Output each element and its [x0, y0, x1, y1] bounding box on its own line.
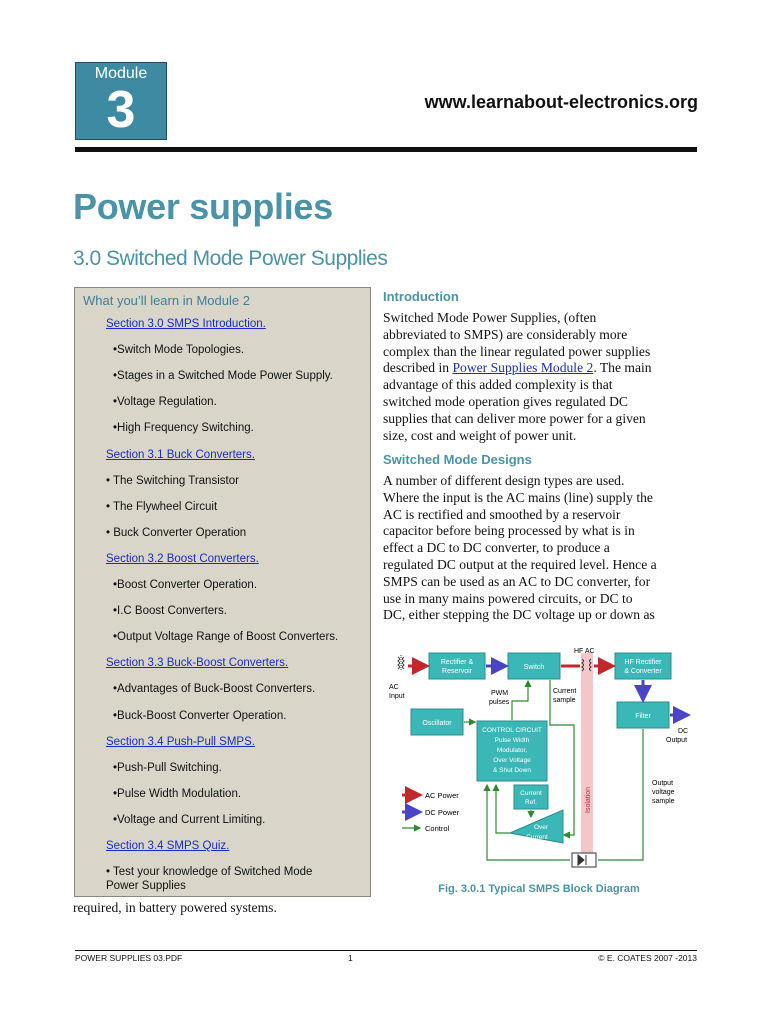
sidebar-topic-item: •Output Voltage Range of Boost Converters. — [113, 631, 339, 644]
footer-copyright: © E. COATES 2007 -2013 — [598, 953, 697, 963]
over-current-label: Over — [533, 824, 549, 831]
sidebar-topic-item: •Buck-Boost Converter Operation. — [113, 709, 287, 722]
text-line: DC, either stepping the DC voltage up or down as — [383, 607, 655, 623]
figure-caption: Fig. 3.0.1 Typical SMPS Block Diagram — [438, 883, 640, 895]
footer-page-number: 1 — [348, 953, 353, 963]
output-sample-label: voltage — [652, 789, 675, 796]
sidebar-topic-item: • The Flywheel Circuit — [106, 500, 218, 513]
module-badge — [75, 62, 167, 140]
rectifier-label: Rectifier & — [440, 659, 474, 666]
site-url[interactable]: www.learnabout-electronics.org — [424, 92, 698, 112]
hf-ac-label: HF AC — [574, 648, 595, 655]
sidebar-section-link[interactable]: Section 3.2 Boost Converters. — [106, 552, 259, 565]
control-label: Modulator, — [496, 747, 528, 754]
sidebar-topic-item: • Buck Converter Operation — [106, 526, 247, 539]
isolation-band — [581, 653, 593, 863]
text-line: SMPS can be used as an AC to DC converter, for — [383, 573, 651, 589]
sidebar-topic-item: •Stages in a Switched Mode Power Supply. — [113, 370, 333, 383]
text-line: complex than the linear regulated power supplies — [383, 343, 651, 359]
sidebar-topic-item: •I.C Boost Converters. — [113, 605, 227, 618]
text-line: advantage of this added complexity is that — [383, 377, 613, 393]
text-span: . The main — [593, 360, 652, 376]
learning-sidebar — [74, 287, 371, 897]
over-current-label: Current — [526, 834, 548, 841]
input-transformer-icon — [398, 655, 404, 671]
text-line: effect a DC to DC converter, to produce a — [383, 540, 610, 556]
current-sample-label: Current — [553, 688, 577, 695]
page-subtitle: 3.0 Switched Mode Power Supplies — [73, 247, 388, 270]
sidebar-title: What you’ll learn in Module 2 — [83, 293, 250, 308]
dc-output-label: Output — [666, 737, 688, 744]
smps-block-diagram — [380, 645, 698, 885]
power-supplies-module-2-link[interactable]: Power Supplies Module 2 — [452, 360, 594, 376]
sidebar-section-link[interactable]: Section 3.1 Buck Converters. — [106, 448, 255, 461]
intro-heading: Introduction — [383, 289, 459, 304]
sidebar-topic-item: •Push-Pull Switching. — [113, 761, 222, 774]
sidebar-topic-item: •Voltage Regulation. — [113, 396, 217, 409]
header-divider — [75, 147, 697, 152]
legend-ac-label: AC Power — [425, 791, 459, 800]
control-label: Over Voltage — [493, 757, 531, 764]
hf-rectifier-label: & Converter — [624, 668, 662, 675]
control-label: CONTROL CIRCUIT — [482, 727, 542, 734]
sidebar-topic-item: •Switch Mode Topologies. — [113, 344, 245, 357]
text-line: Where the input is the AC mains (line) supply the — [383, 489, 653, 505]
sidebar-topic-item: •Boost Converter Operation. — [113, 579, 258, 591]
oscillator-label: Oscillator — [422, 720, 452, 727]
isolation-label: Isolation — [585, 786, 592, 813]
control-label: Pulse Width — [494, 737, 530, 744]
sidebar-topic-item: •High Frequency Switching. — [113, 422, 254, 435]
hf-rectifier-label: HF Rectifier — [624, 659, 662, 666]
module-label: Module — [94, 65, 148, 82]
text-span: described in — [383, 360, 453, 376]
sidebar-topic-item: Power Supplies — [106, 879, 186, 892]
intro-paragraph — [383, 310, 698, 444]
text-line — [383, 360, 698, 377]
text-line: A number of different design types are used. — [383, 473, 625, 488]
dc-output-label: DC — [678, 728, 689, 735]
switch-label: Switch — [523, 664, 545, 671]
rectifier-block — [429, 653, 485, 679]
sidebar-topic-item: • Test your knowledge of Switched Mode — [106, 866, 313, 879]
sidebar-topic-item: •Pulse Width Modulation. — [113, 787, 242, 800]
sidebar-topic-item: •Voltage and Current Limiting. — [113, 813, 266, 826]
text-line: supplies that can deliver more power for a given — [383, 410, 646, 426]
text-line: use in many mains powered circuits, or DC to — [383, 590, 633, 606]
designs-paragraph — [383, 473, 698, 624]
page-title: Power supplies — [73, 186, 333, 227]
sidebar-section-link[interactable]: Section 3.4 SMPS Quiz. — [106, 840, 230, 852]
legend-dc-label: DC Power — [425, 808, 460, 817]
text-line: Switched Mode Power Supplies, (often — [383, 310, 597, 325]
pwm-label: pulses — [489, 699, 510, 706]
current-ref-label: Current — [520, 790, 542, 797]
filter-label: Filter — [635, 713, 651, 720]
text-line: AC is rectified and smoothed by a reservoir — [383, 506, 621, 522]
output-sample-label: sample — [652, 798, 675, 805]
hf-rectifier-block — [615, 653, 671, 679]
text-line: capacitor before being processed by what is in — [383, 523, 635, 539]
ac-input-label: Input — [389, 693, 405, 700]
text-line: regulated DC output at the required level. Hence a — [383, 556, 657, 572]
current-sample-label: sample — [553, 697, 576, 704]
continuation-text: required, in battery powered systems. — [73, 900, 277, 915]
output-sample-label: Output — [652, 780, 674, 787]
sidebar-topic-item: • The Switching Transistor — [106, 474, 239, 487]
text-line: size, cost and weight of power unit. — [383, 427, 577, 443]
current-ref-label: Ref. — [525, 799, 537, 806]
text-line: switched mode operation gives regulated DC — [383, 393, 628, 409]
ac-input-label: AC — [389, 684, 399, 691]
sidebar-topic-item: •Advantages of Buck-Boost Converters. — [113, 683, 316, 696]
pwm-label: PWM — [491, 690, 509, 697]
text-line: abbreviated to SMPS) are considerably more — [383, 326, 628, 342]
footer-filename: POWER SUPPLIES 03.PDF — [75, 953, 183, 963]
rectifier-label: Reservoir — [442, 668, 472, 675]
sidebar-section-link[interactable]: Section 3.3 Buck-Boost Converters. — [106, 657, 289, 670]
module-number: 3 — [106, 81, 136, 139]
legend-control-label: Control — [425, 824, 450, 833]
designs-heading: Switched Mode Designs — [383, 452, 532, 467]
sidebar-section-link[interactable]: Section 3.0 SMPS Introduction. — [106, 318, 266, 330]
footer-divider — [75, 950, 697, 951]
sidebar-section-link[interactable]: Section 3.4 Push-Pull SMPS. — [106, 735, 255, 748]
control-label: & Shut Down — [493, 767, 531, 774]
